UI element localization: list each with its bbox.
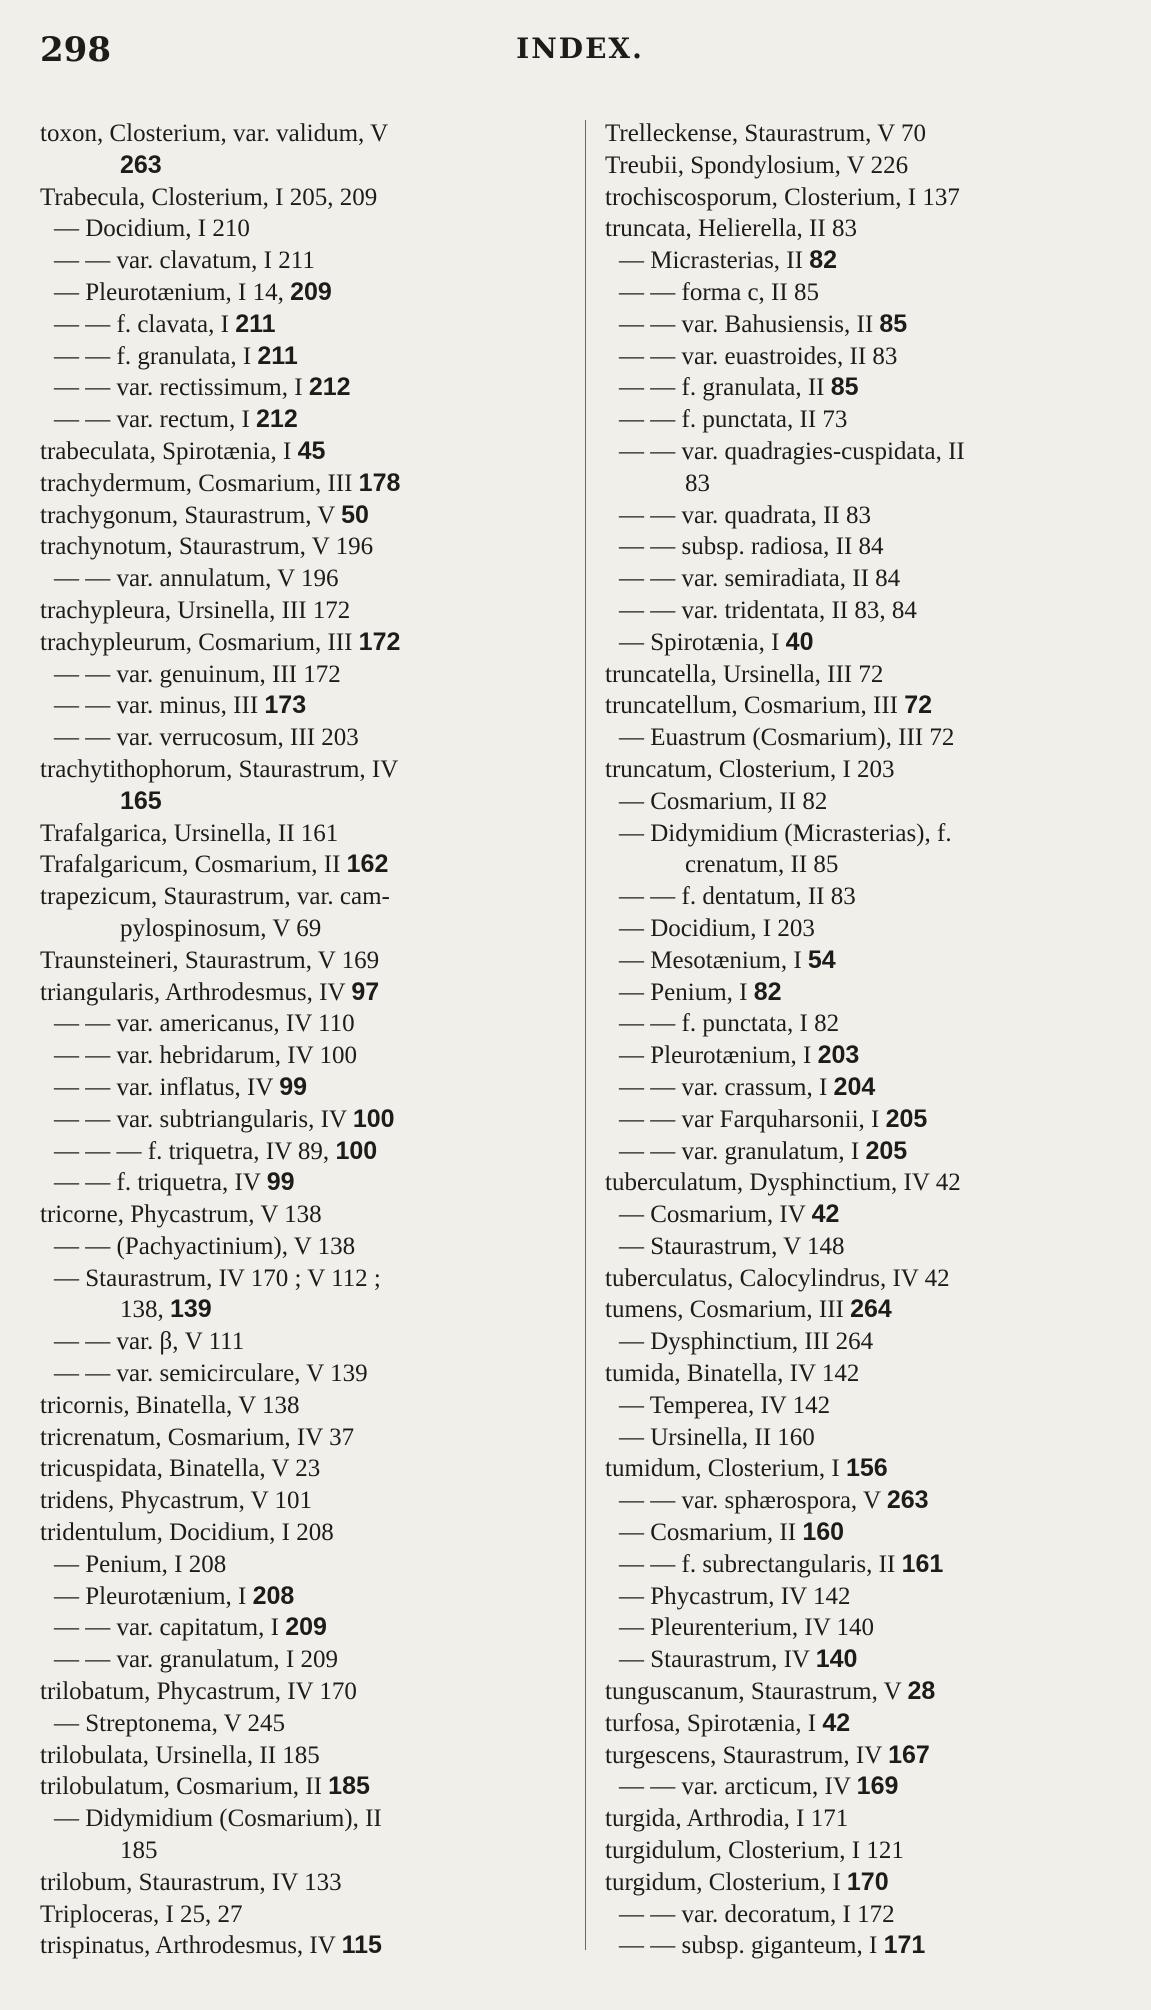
index-entry: [40, 1708, 570, 1740]
entry-principal-page: 82: [753, 977, 782, 1006]
index-entry: [40, 1899, 570, 1931]
entry-text: — — var. hebridarum, IV 100: [54, 1042, 357, 1070]
index-entry: [40, 1422, 570, 1454]
entry-text: trabeculata, Spirotænia, I: [40, 437, 298, 465]
index-entry: [40, 404, 570, 436]
index-entry: [40, 1231, 570, 1263]
index-entry: [605, 1740, 1130, 1772]
entry-text: tricorne, Phycastrum, V 138: [40, 1201, 322, 1229]
entry-text: tridens, Phycastrum, V 101: [40, 1487, 312, 1515]
entry-text: truncatellum, Cosmarium, III: [605, 692, 905, 720]
entry-text: — — var. clavatum, I 211: [54, 247, 315, 275]
index-entry: [605, 1294, 1130, 1326]
entry-text: 83: [685, 469, 710, 497]
index-entry: [40, 1485, 570, 1517]
entry-text: — — var. verrucosum, III 203: [54, 724, 359, 752]
entry-text: trachypleura, Ursinella, III 172: [40, 596, 351, 624]
index-entry: [40, 118, 570, 150]
page-header: [40, 30, 1120, 75]
entry-principal-page: 50: [341, 500, 369, 529]
index-entry: [40, 1358, 570, 1390]
index-entry: [605, 1708, 1130, 1740]
index-entry: [605, 1453, 1130, 1485]
entry-principal-page: 72: [904, 691, 933, 720]
index-entry: [40, 1040, 570, 1072]
entry-text: — Didymidium (Cosmarium), II: [54, 1805, 382, 1833]
index-entry: [605, 1263, 1130, 1295]
entry-text: truncatum, Closterium, I 203: [605, 755, 895, 783]
index-entry: [40, 977, 570, 1009]
entry-principal-page: 204: [833, 1072, 876, 1101]
entry-text: tuberculatum, Dysphinctium, IV 42: [605, 1169, 961, 1197]
entry-text: tricrenatum, Cosmarium, IV 37: [40, 1423, 355, 1451]
index-entry: [605, 468, 1130, 500]
index-entry: [605, 1581, 1130, 1613]
entry-text: — — var. granulatum, I: [619, 1137, 866, 1165]
entry-text: — Penium, I: [619, 978, 754, 1006]
entry-text: — — var. subtriangularis, IV: [54, 1105, 353, 1133]
entry-text: Trafalgarica, Ursinella, II 161: [40, 819, 339, 847]
index-entry: [40, 659, 570, 691]
index-entry: [605, 1930, 1130, 1962]
entry-text: — Dysphinctium, III 264: [619, 1328, 874, 1356]
entry-text: turgida, Arthrodia, I 171: [605, 1805, 849, 1833]
entry-principal-page: 162: [346, 850, 389, 879]
index-entry: [605, 1771, 1130, 1803]
index-entry: [605, 1485, 1130, 1517]
entry-text: Trafalgaricum, Cosmarium, II: [40, 851, 347, 879]
entry-text: — — var Farquharsonii, I: [619, 1105, 886, 1133]
entry-text: — — var. Bahusiensis, II: [619, 310, 880, 338]
entry-principal-page: 212: [308, 373, 351, 402]
entry-text: — Didymidium (Micrasterias), f.: [619, 819, 952, 847]
entry-principal-page: 263: [120, 150, 162, 179]
entry-text: turgidulum, Closterium, I 121: [605, 1837, 904, 1865]
index-entry: [605, 1899, 1130, 1931]
entry-principal-page: 42: [811, 1200, 840, 1229]
entry-principal-page: 140: [815, 1645, 858, 1674]
entry-text: — Micrasterias, II: [619, 247, 810, 275]
index-entry: [40, 468, 570, 500]
entry-text: trispinatus, Arthrodesmus, IV: [40, 1932, 342, 1960]
entry-text: — Temperea, IV 142: [619, 1391, 831, 1419]
index-entry: [40, 1263, 570, 1295]
entry-text: — — var. quadrata, II 83: [619, 501, 872, 529]
entry-principal-page: 212: [256, 405, 298, 434]
entry-text: — Docidium, I 210: [54, 215, 250, 243]
entry-text: — Euastrum (Cosmarium), III 72: [619, 724, 955, 752]
index-entry: [605, 1008, 1130, 1040]
entry-text: Treubii, Spondylosium, V 226: [605, 151, 909, 179]
index-entry: [605, 118, 1130, 150]
entry-text: — — var. annulatum, V 196: [54, 565, 339, 593]
index-entry: [605, 754, 1130, 786]
entry-text: — — var. euastroides, II 83: [619, 342, 898, 370]
index-entry: [605, 1167, 1130, 1199]
index-entry: [40, 849, 570, 881]
entry-text: truncata, Helierella, II 83: [605, 215, 857, 243]
entry-principal-page: 167: [888, 1740, 930, 1769]
running-head: INDEX.: [516, 32, 644, 65]
index-entry: [605, 690, 1130, 722]
entry-text: tunguscanum, Staurastrum, V: [605, 1678, 908, 1706]
entry-principal-page: 211: [235, 309, 276, 338]
entry-principal-page: 170: [846, 1867, 889, 1896]
index-entry: [40, 1771, 570, 1803]
index-entry: [40, 1867, 570, 1899]
entry-text: — — var. rectum, I: [54, 406, 257, 434]
index-entry: [605, 1517, 1130, 1549]
entry-text: — Phycastrum, IV 142: [619, 1582, 851, 1610]
entry-text: — — var. minus, III: [54, 692, 265, 720]
entry-principal-page: 211: [257, 341, 298, 370]
index-entry: [40, 1294, 570, 1326]
index-entry: [605, 341, 1130, 373]
entry-principal-page: 209: [285, 1613, 327, 1642]
index-entry: [605, 309, 1130, 341]
entry-text: — — f. subrectangularis, II: [619, 1550, 902, 1578]
entry-principal-page: 160: [802, 1518, 845, 1547]
entry-principal-page: 264: [850, 1295, 892, 1324]
entry-principal-page: 42: [822, 1708, 851, 1737]
index-entry: [605, 1644, 1130, 1676]
index-entry: [40, 213, 570, 245]
index-entry: [605, 1104, 1130, 1136]
entry-text: trilobatum, Phycastrum, IV 170: [40, 1678, 357, 1706]
entry-text: — — var. arcticum, IV: [619, 1773, 857, 1801]
entry-text: — Cosmarium, IV: [619, 1201, 812, 1229]
index-entry: [40, 1612, 570, 1644]
entry-text: pylospinosum, V 69: [120, 914, 322, 942]
index-entry: [40, 1136, 570, 1168]
entry-text: — Pleurotænium, I 14,: [54, 278, 291, 306]
entry-text: — — var. inflatus, IV: [54, 1073, 280, 1101]
entry-text: tumens, Cosmarium, III: [605, 1296, 851, 1324]
index-entry: [40, 1167, 570, 1199]
index-entry: [40, 1104, 570, 1136]
index-entry: [40, 500, 570, 532]
entry-principal-page: 203: [817, 1041, 860, 1070]
entry-text: — — var. decoratum, I 172: [619, 1900, 895, 1928]
entry-text: — — subsp. radiosa, II 84: [619, 533, 884, 561]
entry-text: turgescens, Staurastrum, IV: [605, 1741, 889, 1769]
index-entry: [605, 372, 1130, 404]
entry-text: truncatella, Ursinella, III 72: [605, 660, 884, 688]
entry-principal-page: 99: [279, 1072, 308, 1101]
entry-text: trachytithophorum, Staurastrum, IV: [40, 755, 399, 783]
entry-text: — Cosmarium, II 82: [619, 787, 828, 815]
entry-text: — — f. granulata, II: [619, 374, 831, 402]
index-entry: [605, 500, 1130, 532]
index-entry: [40, 563, 570, 595]
entry-principal-page: 99: [266, 1168, 295, 1197]
index-entry: [605, 531, 1130, 563]
index-entry: [40, 1326, 570, 1358]
entry-text: — Penium, I 208: [54, 1550, 227, 1578]
index-entry: [605, 627, 1130, 659]
index-entry: [605, 659, 1130, 691]
entry-text: — — var. semiradiata, II 84: [619, 565, 901, 593]
entry-text: — — — f. triquetra, IV 89,: [54, 1137, 336, 1165]
entry-text: tridentulum, Docidium, I 208: [40, 1519, 334, 1547]
index-entry: [605, 818, 1130, 850]
entry-text: trilobulata, Ursinella, II 185: [40, 1741, 320, 1769]
entry-text: — — (Pachyactinium), V 138: [54, 1232, 356, 1260]
index-entry: [605, 1422, 1130, 1454]
index-entry: [40, 754, 570, 786]
entry-text: trachydermum, Cosmarium, III: [40, 469, 359, 497]
index-entry: [605, 150, 1130, 182]
index-entry: [605, 277, 1130, 309]
entry-text: turgidum, Closterium, I: [605, 1868, 847, 1896]
index-entry: [605, 945, 1130, 977]
index-entry: [40, 277, 570, 309]
index-entry: [40, 341, 570, 373]
entry-text: — Mesotænium, I: [619, 946, 808, 974]
entry-text: — — subsp. giganteum, I: [619, 1932, 884, 1960]
index-entry: [605, 786, 1130, 818]
entry-text: — — f. granulata, I: [54, 342, 258, 370]
index-entry: [40, 1008, 570, 1040]
index-entry: [40, 818, 570, 850]
index-entry: [40, 1072, 570, 1104]
index-entry: [40, 1517, 570, 1549]
entry-text: triangularis, Arthrodesmus, IV: [40, 978, 352, 1006]
index-entry: [40, 1740, 570, 1772]
entry-text: — — f. punctata, II 73: [619, 406, 848, 434]
entry-text: — Pleurotænium, I: [54, 1582, 253, 1610]
index-entry: [605, 563, 1130, 595]
index-entry: [605, 881, 1130, 913]
entry-text: Triploceras, I 25, 27: [40, 1900, 243, 1928]
entry-principal-page: 161: [901, 1549, 944, 1578]
entry-principal-page: 172: [358, 627, 401, 656]
entry-text: — Ursinella, II 160: [619, 1423, 815, 1451]
index-entry: [605, 722, 1130, 754]
entry-principal-page: 82: [809, 246, 838, 275]
entry-text: — — forma c, II 85: [619, 278, 819, 306]
entry-text: — — var. quadragies-cuspidata, II: [619, 437, 965, 465]
entry-text: — Staurastrum, IV: [619, 1646, 816, 1674]
index-entry: [605, 1040, 1130, 1072]
entry-principal-page: 115: [341, 1931, 382, 1960]
entry-principal-page: 205: [865, 1136, 908, 1165]
entry-text: — — var. β, V 111: [54, 1328, 245, 1356]
entry-principal-page: 100: [352, 1104, 395, 1133]
index-entry: [605, 977, 1130, 1009]
index-entry: [605, 849, 1130, 881]
entry-text: — Docidium, I 203: [619, 914, 815, 942]
entry-text: trapezicum, Staurastrum, var. cam-: [40, 883, 390, 911]
entry-text: — — var. rectissimum, I: [54, 374, 309, 402]
entry-text: — — var. genuinum, III 172: [54, 660, 341, 688]
entry-text: tricuspidata, Binatella, V 23: [40, 1455, 321, 1483]
entry-text: — — var. sphærospora, V: [619, 1487, 887, 1515]
index-column-right: [605, 118, 1130, 1962]
index-entry: [605, 1072, 1130, 1104]
entry-principal-page: 28: [907, 1677, 936, 1706]
index-entry: [40, 722, 570, 754]
entry-text: — — f. triquetra, IV: [54, 1169, 267, 1197]
index-entry: [40, 1835, 570, 1867]
index-entry: [605, 1326, 1130, 1358]
entry-text: trilobulatum, Cosmarium, II: [40, 1773, 329, 1801]
index-entry: [40, 627, 570, 659]
entry-principal-page: 178: [358, 468, 401, 497]
index-entry: [40, 1644, 570, 1676]
index-entry: [605, 213, 1130, 245]
index-entry: [40, 372, 570, 404]
entry-text: — — f. clavata, I: [54, 310, 236, 338]
entry-principal-page: 208: [252, 1581, 295, 1610]
index-entry: [605, 1612, 1130, 1644]
entry-text: — — var. crassum, I: [619, 1073, 834, 1101]
index-entry: [40, 1549, 570, 1581]
index-entry: [40, 309, 570, 341]
entry-text: Trelleckense, Staurastrum, V 70: [605, 120, 927, 147]
entry-principal-page: 97: [351, 977, 380, 1006]
entry-principal-page: 100: [335, 1136, 378, 1165]
entry-text: Traunsteineri, Staurastrum, V 169: [40, 946, 380, 974]
entry-text: Trabecula, Closterium, I 205, 209: [40, 183, 378, 211]
index-entry: [605, 1549, 1130, 1581]
index-entry: [605, 404, 1130, 436]
entry-text: — — f. punctata, I 82: [619, 1010, 840, 1038]
index-entry: [605, 245, 1130, 277]
index-entry: [40, 786, 570, 818]
entry-text: trilobum, Staurastrum, IV 133: [40, 1868, 342, 1896]
entry-principal-page: 45: [297, 436, 326, 465]
index-entry: [40, 1676, 570, 1708]
entry-principal-page: 156: [845, 1454, 888, 1483]
index-entry: [40, 436, 570, 468]
entry-text: trachynotum, Staurastrum, V 196: [40, 533, 374, 561]
index-entry: [40, 881, 570, 913]
entry-principal-page: 165: [120, 786, 162, 815]
index-entry: [40, 913, 570, 945]
entry-text: 185: [120, 1837, 158, 1865]
entry-text: — Pleurenterium, IV 140: [619, 1614, 875, 1642]
index-entry: [605, 1390, 1130, 1422]
column-divider: [585, 120, 586, 1950]
entry-text: trachygonum, Staurastrum, V: [40, 501, 342, 529]
entry-principal-page: 54: [807, 945, 836, 974]
entry-text: — — f. dentatum, II 83: [619, 883, 856, 911]
entry-text: — Staurastrum, IV 170 ; V 112 ;: [54, 1264, 381, 1292]
index-entry: [605, 913, 1130, 945]
entry-text: tricornis, Binatella, V 138: [40, 1391, 300, 1419]
entry-principal-page: 40: [785, 627, 814, 656]
index-entry: [40, 1199, 570, 1231]
index-entry: [40, 595, 570, 627]
index-column-left: [40, 118, 570, 1962]
entry-principal-page: 85: [879, 309, 908, 338]
index-entry: [40, 245, 570, 277]
index-entry: [605, 1358, 1130, 1390]
entry-text: trachypleurum, Cosmarium, III: [40, 628, 359, 656]
index-entry: [605, 1136, 1130, 1168]
entry-text: 138,: [120, 1296, 170, 1324]
entry-text: — Pleurotænium, I: [619, 1042, 818, 1070]
entry-text: — Streptonema, V 245: [54, 1709, 286, 1737]
entry-principal-page: 185: [328, 1772, 370, 1801]
entry-principal-page: 209: [290, 277, 332, 306]
index-entry: [605, 436, 1130, 468]
index-entry: [605, 1867, 1130, 1899]
entry-principal-page: 169: [856, 1772, 899, 1801]
entry-principal-page: 205: [885, 1104, 928, 1133]
index-entry: [605, 1199, 1130, 1231]
entry-text: — — var. capitatum, I: [54, 1614, 286, 1642]
index-entry: [605, 1231, 1130, 1263]
index-entry: [40, 150, 570, 182]
index-entry: [40, 182, 570, 214]
entry-principal-page: 263: [886, 1486, 929, 1515]
entry-text: turfosa, Spirotænia, I: [605, 1709, 823, 1737]
entry-principal-page: 139: [170, 1295, 212, 1324]
entry-text: — Spirotænia, I: [619, 628, 786, 656]
index-entry: [605, 1676, 1130, 1708]
entry-text: tuberculatus, Calocylindrus, IV 42: [605, 1264, 950, 1292]
entry-principal-page: 171: [883, 1931, 926, 1960]
index-entry: [40, 1581, 570, 1613]
index-entry: [40, 1390, 570, 1422]
entry-text: trochiscosporum, Closterium, I 137: [605, 183, 960, 211]
page-number: 298: [40, 30, 111, 70]
entry-text: tumida, Binatella, IV 142: [605, 1360, 860, 1388]
index-entry: [40, 1453, 570, 1485]
entry-text: crenatum, II 85: [685, 851, 839, 879]
index-entry: [40, 690, 570, 722]
index-entry: [605, 595, 1130, 627]
entry-text: tumidum, Closterium, I: [605, 1455, 846, 1483]
index-entry: [40, 531, 570, 563]
entry-principal-page: 173: [264, 691, 307, 720]
index-entry: [605, 1803, 1130, 1835]
entry-text: — — var. granulatum, I 209: [54, 1646, 338, 1674]
entry-text: — Cosmarium, II: [619, 1519, 803, 1547]
entry-principal-page: 85: [830, 373, 859, 402]
index-entry: [40, 1930, 570, 1962]
entry-text: toxon, Closterium, var. validum, V: [40, 120, 389, 147]
index-entry: [605, 1835, 1130, 1867]
entry-text: — — var. tridentata, II 83, 84: [619, 596, 917, 624]
index-entry: [605, 182, 1130, 214]
entry-text: — Staurastrum, V 148: [619, 1232, 845, 1260]
entry-text: — — var. americanus, IV 110: [54, 1010, 355, 1038]
index-entry: [40, 1803, 570, 1835]
index-entry: [40, 945, 570, 977]
entry-text: — — var. semicirculare, V 139: [54, 1360, 368, 1388]
